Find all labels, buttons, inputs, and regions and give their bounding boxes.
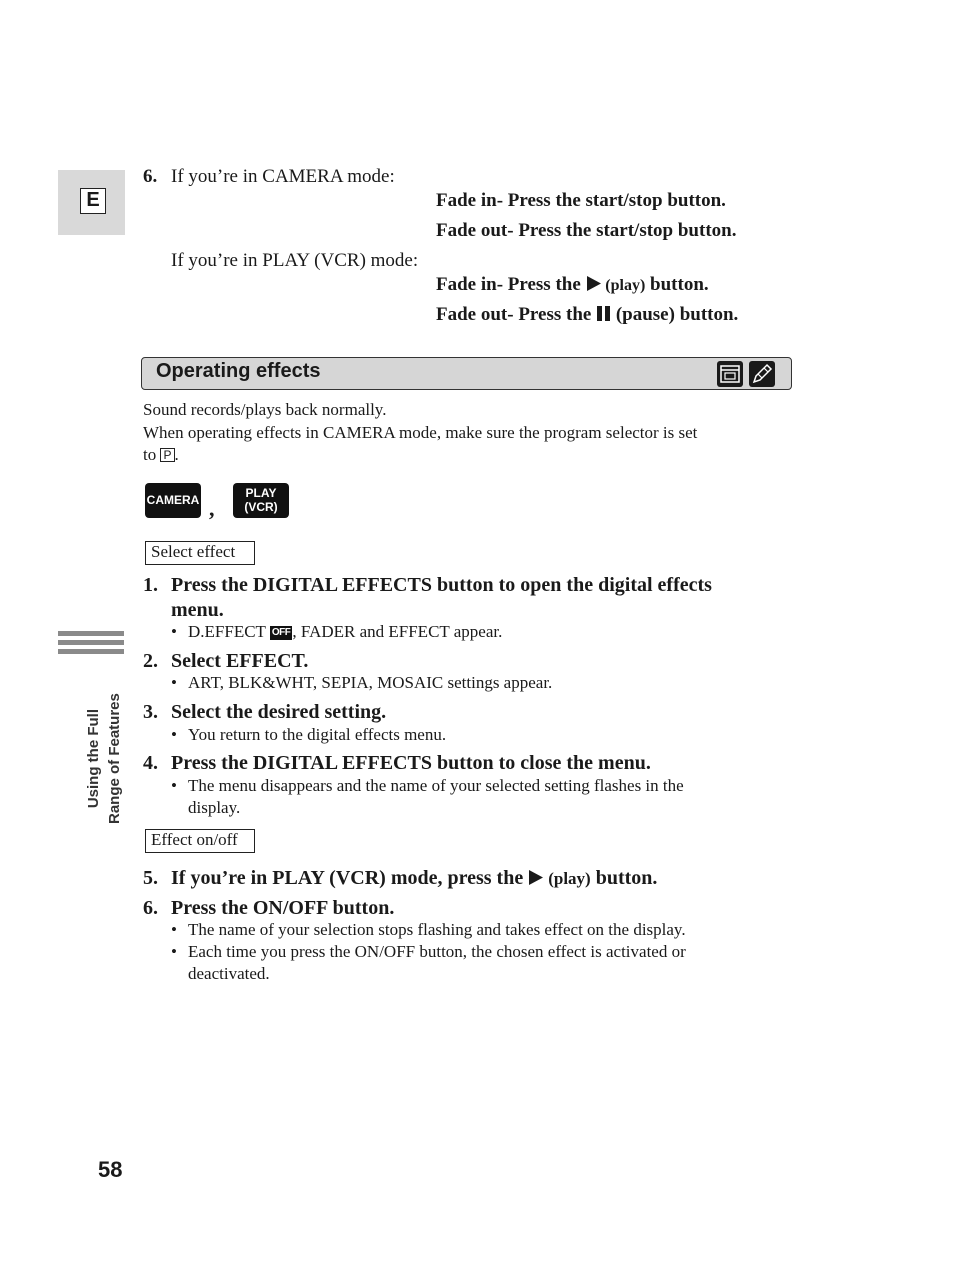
vcr-fade-out-end: (pause) button. — [615, 304, 739, 325]
step-6-bullet-1-text: The name of your selection stops flashing and takes effect on the display. — [188, 920, 686, 939]
select-effect-label: Select effect — [145, 541, 255, 565]
step-1-line-2: menu. — [171, 599, 224, 621]
step-6-bullet-1 — [171, 919, 791, 941]
step-1 — [143, 573, 783, 623]
step-1-bullet — [171, 621, 791, 643]
step-3 — [143, 700, 783, 726]
step-2-bullet-text: ART, BLK&WHT, SEPIA, MOSAIC settings appear. — [188, 673, 553, 692]
camera-fade-out: Fade out- Press the start/stop button. — [436, 220, 737, 241]
step-5-play-label: (play) — [548, 869, 591, 888]
play-icon — [586, 276, 601, 291]
step-5-number: 5. — [143, 867, 158, 889]
step-6-bullet-2-line-1: Each time you press the ON/OFF button, the chosen effect is activated or — [188, 942, 686, 961]
step-1-line-1: Press the DIGITAL EFFECTS button to open the digital effects — [171, 574, 712, 596]
intro-line-3-end: . — [174, 445, 179, 464]
step-6-bullet-2-line-2: deactivated. — [188, 963, 270, 983]
section-label-line1: Using the Full — [85, 708, 102, 809]
intro-line-1: Sound records/plays back normally. — [143, 400, 387, 419]
play-icon — [528, 870, 543, 885]
play-vcr-badge-line1: PLAY — [245, 486, 277, 500]
play-vcr-mode-badge — [233, 483, 289, 518]
step-6-bullet-2 — [171, 941, 791, 985]
effect-onoff-label: Effect on/off — [145, 829, 255, 853]
program-p-icon: P — [160, 448, 174, 462]
bullet-dot: • — [171, 673, 177, 692]
tape-cassette-icon — [717, 361, 743, 387]
intro-line-3 — [143, 444, 179, 466]
step-4-text: Press the DIGITAL EFFECTS button to close the menu. — [171, 752, 651, 774]
pen-edit-icon — [749, 361, 775, 387]
section-marker-bars — [58, 631, 124, 658]
bullet-dot: • — [171, 725, 177, 744]
language-letter: E — [80, 188, 106, 214]
off-icon: OFF — [271, 627, 291, 638]
step-5-text-b: button. — [595, 867, 658, 889]
deffect-text: D.EFFECT — [188, 622, 266, 641]
step-3-text: Select the desired setting. — [171, 701, 387, 723]
bullet-dot: • — [171, 776, 177, 795]
intro-line-2: When operating effects in CAMERA mode, make sure the program selector is set — [143, 423, 698, 442]
step-4-bullet-line-1: The menu disappears and the name of your selected setting flashes in the — [188, 776, 684, 795]
step-4 — [143, 751, 783, 777]
section-label — [84, 693, 125, 824]
intro-line-3-text: to — [143, 445, 157, 464]
step-6-number: 6. — [143, 897, 158, 919]
step-2-text: Select EFFECT. — [171, 650, 309, 672]
section-label-line2: Range of Features — [106, 693, 123, 824]
pause-icon — [596, 306, 611, 321]
step-5-text — [171, 866, 657, 891]
section-title: Operating effects — [156, 360, 321, 382]
fader-effect-text: , FADER and EFFECT appear. — [292, 622, 503, 641]
camera-mode-badge: CAMERA — [145, 483, 201, 518]
camera-mode-intro: If you’re in CAMERA mode: — [171, 166, 395, 187]
vcr-fade-in-text: Fade in- Press the — [436, 274, 581, 295]
step-3-bullet — [171, 724, 791, 746]
vcr-mode-intro: If you’re in PLAY (VCR) mode: — [171, 250, 419, 271]
page-number: 58 — [98, 1157, 123, 1182]
vcr-fade-out — [436, 304, 738, 326]
play-label: (play) — [605, 277, 646, 294]
step-3-bullet-text: You return to the digital effects menu. — [188, 725, 447, 744]
bullet-dot: • — [171, 942, 177, 961]
step-5 — [143, 866, 783, 892]
mode-separator-comma: , — [209, 496, 215, 521]
vcr-fade-in — [436, 274, 709, 296]
fade-step-number: 6. — [143, 166, 158, 187]
bullet-dot: • — [171, 622, 177, 641]
vcr-fade-out-text: Fade out- Press the — [436, 304, 592, 325]
step-4-number: 4. — [143, 752, 158, 774]
play-vcr-badge-line2: (VCR) — [244, 500, 278, 514]
step-5-text-a: If you’re in PLAY (VCR) mode, press the — [171, 867, 524, 889]
camera-fade-in: Fade in- Press the start/stop button. — [436, 190, 726, 211]
step-1-number: 1. — [143, 574, 158, 596]
step-3-number: 3. — [143, 701, 158, 723]
step-2-bullet — [171, 672, 791, 694]
step-6-text: Press the ON/OFF button. — [171, 897, 395, 919]
vcr-fade-in-end: button. — [650, 274, 709, 295]
step-4-bullet-line-2: display. — [188, 797, 241, 817]
bullet-dot: • — [171, 920, 177, 939]
step-1-bullet-text — [188, 621, 502, 643]
step-2-number: 2. — [143, 650, 158, 672]
step-4-bullet — [171, 775, 791, 819]
